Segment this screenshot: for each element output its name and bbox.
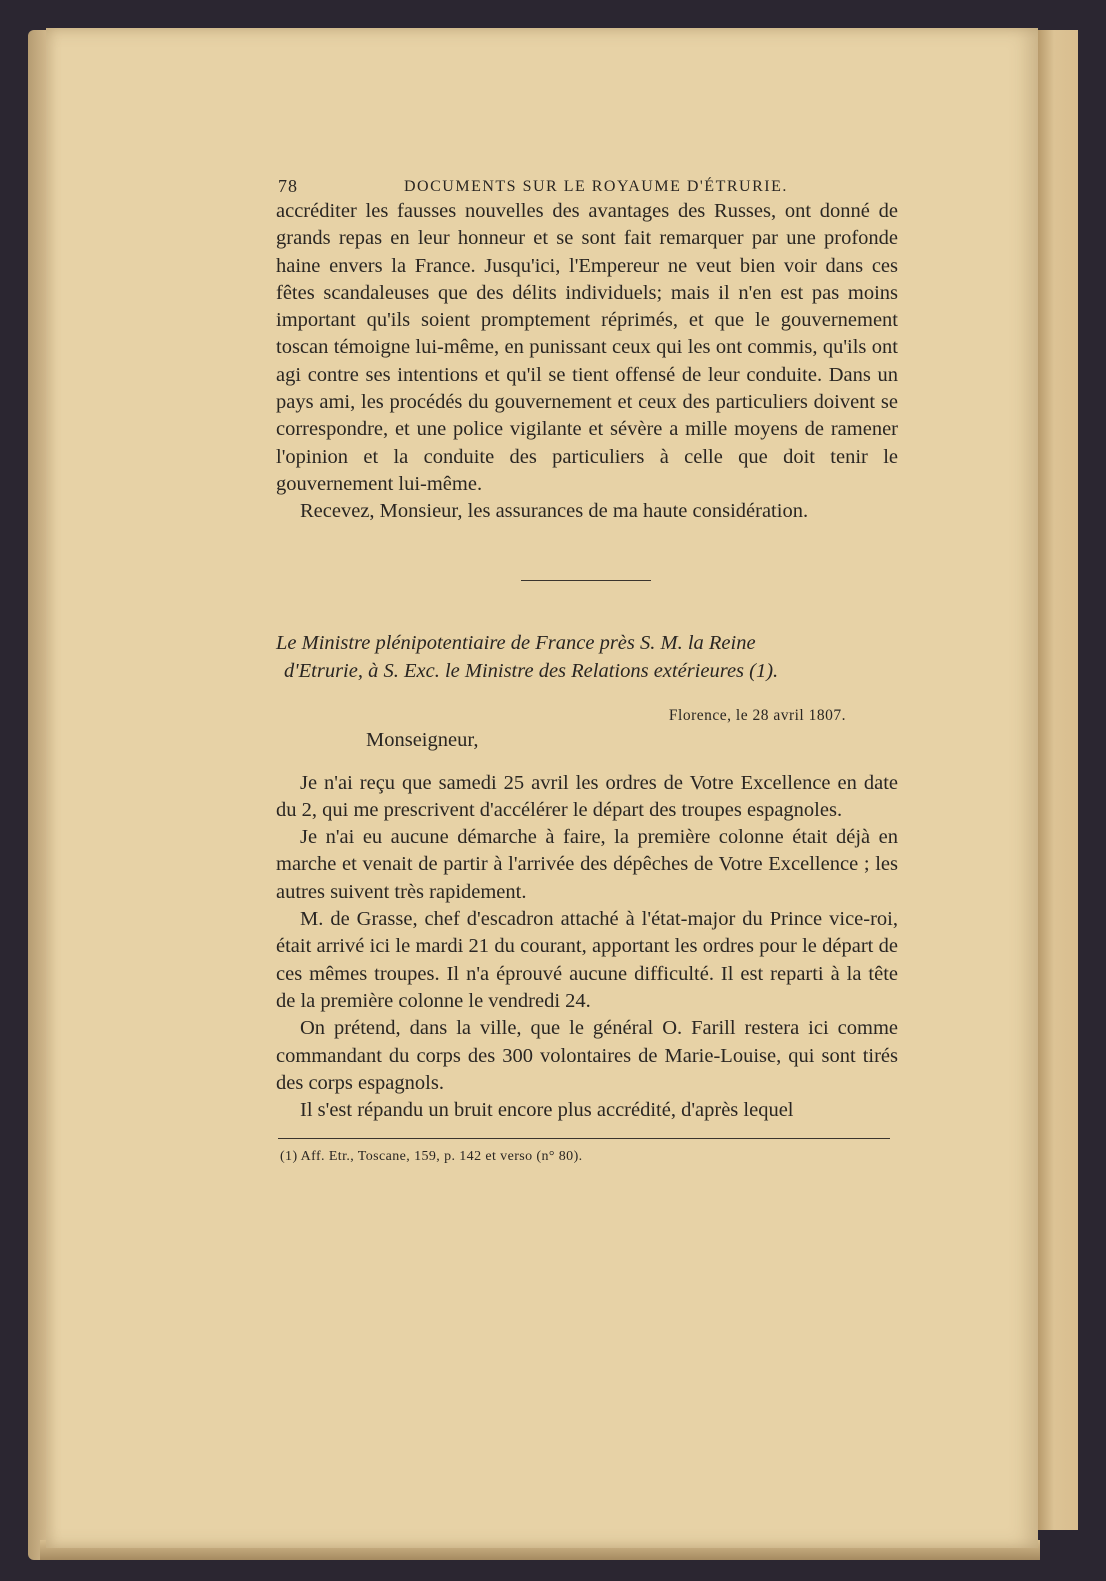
section-divider bbox=[521, 580, 651, 581]
letter-heading bbox=[276, 629, 898, 685]
body-paragraph: Il s'est répandu un bruit encore plus accrédité, d'après lequel bbox=[300, 1099, 794, 1122]
facing-page-edge bbox=[1038, 30, 1078, 1530]
letter-end-paragraph: accréditer les fausses nouvelles des avantages des Russes, ont donné de grands repas en leur honneur et se sont fait remarquer par une profonde haine envers la France. Jusqu'ici, l'Empereur ne veut bien voir dans ces fêtes scandaleuses que des délits individuels; mais il n'en est pas moins important qu'ils soient promptement réprimés, et que le gouvernement toscan témoigne lui-même, en punissant ceux qui les ont commis, qu'ils ont agi contre ses intentions et qu'il se tient offensé de leur conduite. Dans un pays ami, les procédés du gouvernement et ceux des particuliers doivent se correspondre, et une police vigilante et sévère a mille moyens de ramener l'opinion et la conduite des particuliers à celle que doit tenir le gouvernement lui-même. bbox=[276, 200, 898, 495]
running-title: DOCUMENTS SUR LE ROYAUME D'ÉTRURIE. bbox=[404, 178, 788, 195]
closing-formula: Recevez, Monsieur, les assurances de ma haute considération. bbox=[300, 500, 809, 523]
running-head bbox=[276, 176, 898, 198]
page-number: 78 bbox=[278, 176, 298, 196]
body-paragraph: On prétend, dans la ville, que le général O. Farill restera ici comme commandant du corps des 300 volontaires de Marie-Louise, qui sont tirés des corps espagnols. bbox=[276, 1017, 898, 1094]
salutation: Monseigneur, bbox=[366, 728, 479, 751]
page-content bbox=[276, 176, 898, 1165]
dateline: Florence, le 28 avril 1807. bbox=[668, 706, 846, 724]
letter-body bbox=[276, 770, 898, 1125]
body-paragraph: Je n'ai eu aucune démarche à faire, la première colonne était déjà en marche et venait de partir à l'arrivée des dépêches de Votre Excellence ; les autres suivent très rapidement. bbox=[276, 826, 898, 903]
heading-line-2: d'Etrurie, à S. Exc. le Ministre des Relations extérieures (1). bbox=[284, 659, 779, 682]
footnote: (1) Aff. Etr., Toscane, 159, p. 142 et verso (n° 80). bbox=[280, 1149, 583, 1165]
footnote-rule bbox=[278, 1138, 890, 1139]
body-paragraph: Je n'ai reçu que samedi 25 avril les ordres de Votre Excellence en date du 2, qui me prescrivent d'accélérer le départ des troupes espagnoles. bbox=[276, 771, 898, 821]
heading-line-1: Le Ministre plénipotentiaire de France près S. M. la Reine bbox=[276, 631, 756, 654]
body-paragraph: M. de Grasse, chef d'escadron attaché à l'état-major du Prince vice-roi, était arrivé ici le mardi 21 du courant, apportant les ordres pour le départ de ces mêmes troupes. Il n'a éprouvé aucune difficulté. Il est reparti à la tête de la première colonne le vendredi 24. bbox=[276, 908, 898, 1012]
